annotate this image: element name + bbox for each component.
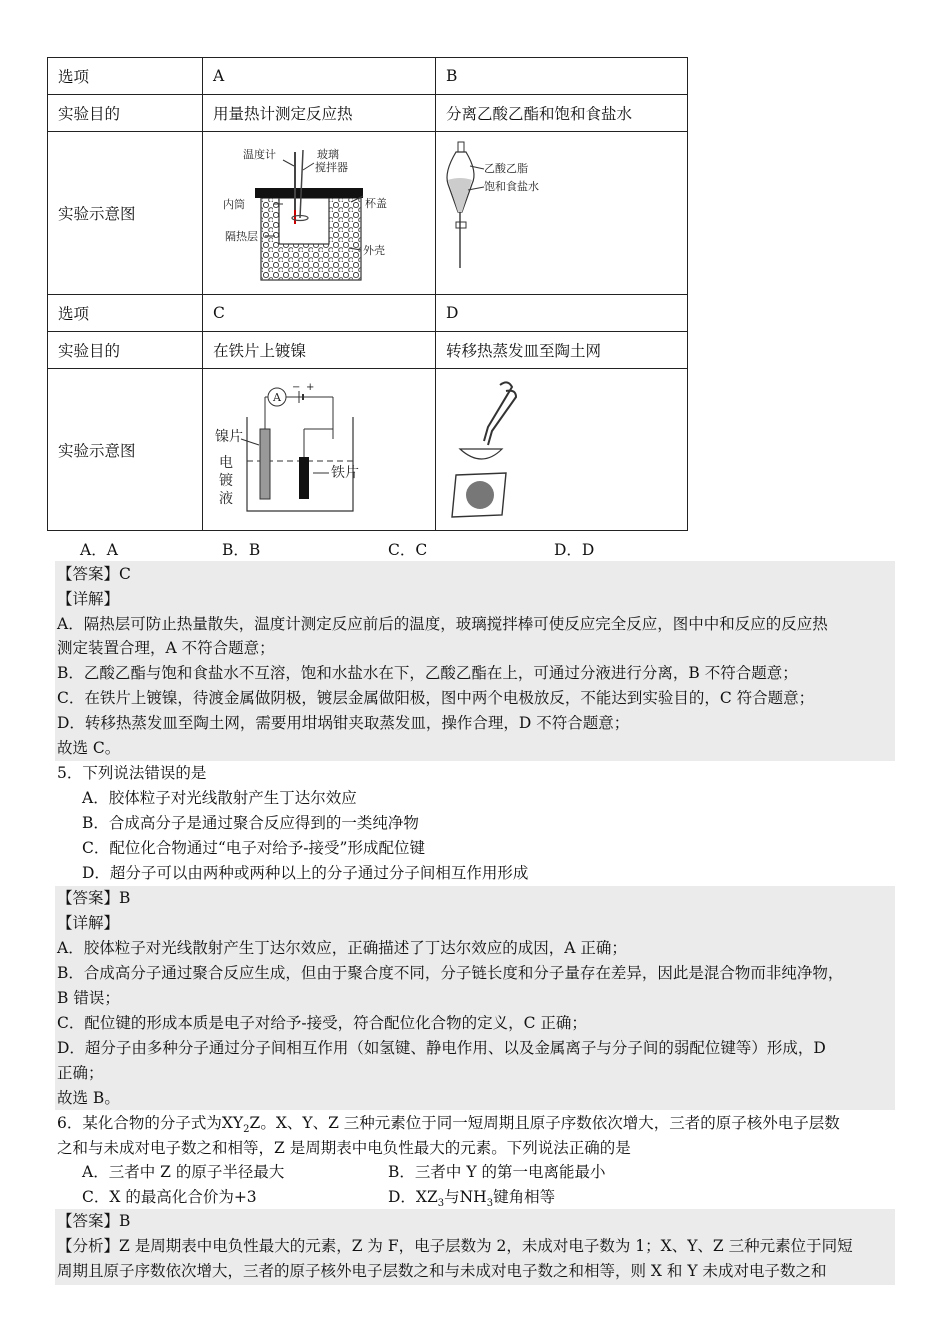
label-thermometer: 温度计 — [243, 148, 276, 161]
q5-option-a[interactable]: A．胶体粒子对光线散射产生丁达尔效应 — [82, 789, 357, 807]
q4-detail-line: D．转移热蒸发皿至陶土网，需要用坩埚钳夹取蒸发皿，操作合理，D 不符合题意； — [57, 714, 630, 732]
q6-option-b[interactable]: B．三者中 Y 的第一电离能最小 — [388, 1163, 606, 1181]
choice-a[interactable]: A．A — [80, 541, 118, 559]
calorimeter-diagram — [203, 132, 436, 295]
q4-answer: 【答案】C — [57, 565, 131, 583]
q4-detail-line: C．在铁片上镀镍，待渡金属做阴极，镀层金属做阳极，图中两个电极放反，不能达到实验目的，C 符合题意； — [57, 689, 815, 707]
label-brine: 饱和食盐水 — [484, 180, 539, 193]
q5-answer: 【答案】B — [57, 889, 131, 907]
label-liquid-1: 电 — [219, 455, 233, 471]
q4-detail-line: A．隔热层可防止热量散失，温度计测定反应前后的温度，玻璃搅拌棒可使反应完全反应，图中中和反应的反应热 — [57, 615, 828, 633]
label-stirrer-1: 玻璃 — [317, 148, 339, 161]
q6-analysis-line: 周期且原子序数依次增大，三者的原子核外电子层数之和与未成对电子数之和相等，则 X 和 Y 未成对电子数之和 — [57, 1262, 827, 1280]
choice-b[interactable]: B．B — [222, 541, 261, 559]
table-cell: B — [436, 58, 688, 95]
table-cell: A — [203, 58, 436, 95]
q5-detail-line: C．配位键的形成本质是电子对给予-接受，符合配位化合物的定义，C 正确； — [57, 1014, 587, 1032]
table-cell: 转移热蒸发皿至陶土网 — [436, 332, 688, 369]
q4-choices — [80, 538, 700, 560]
table-cell: 实验目的 — [48, 332, 203, 369]
table-cell: 用量热计测定反应热 — [203, 95, 436, 132]
label-inner: 内筒 — [223, 198, 245, 211]
label-liquid-2: 镀 — [219, 473, 233, 489]
table-cell: 分离乙酸乙酯和饱和食盐水 — [436, 95, 688, 132]
q5-detail-line: B．合成高分子通过聚合反应生成，但由于聚合度不同，分子链长度和分子量存在差异，因此是混合物而非纯净物， — [57, 964, 844, 982]
experiment-table — [47, 57, 688, 531]
q5-option-d[interactable]: D．超分子可以由两种或两种以上的分子通过分子间相互作用形成 — [82, 864, 529, 882]
plus-sign: + — [306, 382, 315, 393]
table-cell: 在铁片上镀镍 — [203, 332, 436, 369]
q6-stem-2: 之和与未成对电子数之和相等，Z 是周期表中电负性最大的元素。下列说法正确的是 — [57, 1139, 631, 1157]
q5-detail-line: 正确； — [57, 1064, 104, 1082]
label-nickel: 镍片 — [215, 429, 243, 445]
q4-detail-line: 测定装置合理，A 不符合题意； — [57, 639, 275, 657]
ammeter-label: A — [273, 391, 281, 404]
q4-detail-line: B．乙酸乙酯与饱和食盐水不互溶，饱和水盐水在下，乙酸乙酯在上，可通过分液进行分离，B 不符合题意； — [57, 664, 798, 682]
q5-option-b[interactable]: B．合成高分子是通过聚合反应得到的一类纯净物 — [82, 814, 419, 832]
label-insulation: 隔热层 — [225, 230, 258, 243]
q6-analysis-line: 【分析】Z 是周期表中电负性最大的元素，Z 为 F，电子层数为 2，未成对电子数为 1；X、Y、Z 三种元素位于同短 — [57, 1237, 853, 1255]
q5-detail-line: A．胶体粒子对光线散射产生丁达尔效应，正确描述了丁达尔效应的成因，A 正确； — [57, 939, 627, 957]
q5-detail-line: 故选 B。 — [57, 1089, 120, 1107]
table-cell: 选项 — [48, 58, 203, 95]
q6-option-d[interactable]: D．$XZ_3$与$NH_3$键角相等 — [388, 1188, 556, 1210]
q6-answer: 【答案】B — [57, 1212, 131, 1230]
q6-stem: 6．某化合物的分子式为$XY_2Z$。X、Y、Z 三种元素位于同一短周期且原子序数依次增大，三者的原子核外电子层数 — [57, 1114, 840, 1136]
q4-detail-label: 【详解】 — [57, 590, 120, 608]
label-liquid-3: 液 — [219, 491, 233, 507]
table-cell: D — [436, 295, 688, 332]
q6-option-a[interactable]: A．三者中 Z 的原子半径最大 — [82, 1163, 285, 1181]
q6-option-c[interactable]: C．X 的最高化合价为+3 — [82, 1188, 257, 1206]
minus-sign: − — [292, 382, 301, 393]
label-iron: 铁片 — [331, 465, 359, 481]
table-cell: 实验目的 — [48, 95, 203, 132]
label-shell: 外壳 — [363, 244, 385, 257]
electroplating-diagram — [203, 369, 436, 531]
q5-detail-line: B 错误； — [57, 989, 120, 1007]
label-stirrer-2: 搅拌器 — [315, 161, 348, 174]
choice-c[interactable]: C．C — [388, 541, 428, 559]
q5-answer-block — [55, 886, 895, 1110]
q4-detail-line: 故选 C。 — [57, 739, 121, 757]
choice-d[interactable]: D．D — [554, 541, 595, 559]
tongs-evaporating-dish-diagram — [436, 369, 688, 531]
separatory-funnel-diagram — [436, 132, 688, 295]
table-cell: 选项 — [48, 295, 203, 332]
q5-option-c[interactable]: C．配位化合物通过“电子对给予-接受”形成配位键 — [82, 839, 425, 857]
table-cell: 实验示意图 — [48, 132, 203, 295]
q5-detail-label: 【详解】 — [57, 914, 120, 932]
table-cell: C — [203, 295, 436, 332]
label-ester: 乙酸乙脂 — [484, 162, 528, 175]
q5-stem: 5．下列说法错误的是 — [57, 764, 207, 782]
q5-detail-line: D．超分子由多种分子通过分子间相互作用（如氢键、静电作用、以及金属离子与分子间的弱配位键等）形成，D — [57, 1039, 826, 1057]
label-lid: 杯盖 — [365, 197, 387, 210]
table-cell: 实验示意图 — [48, 369, 203, 531]
